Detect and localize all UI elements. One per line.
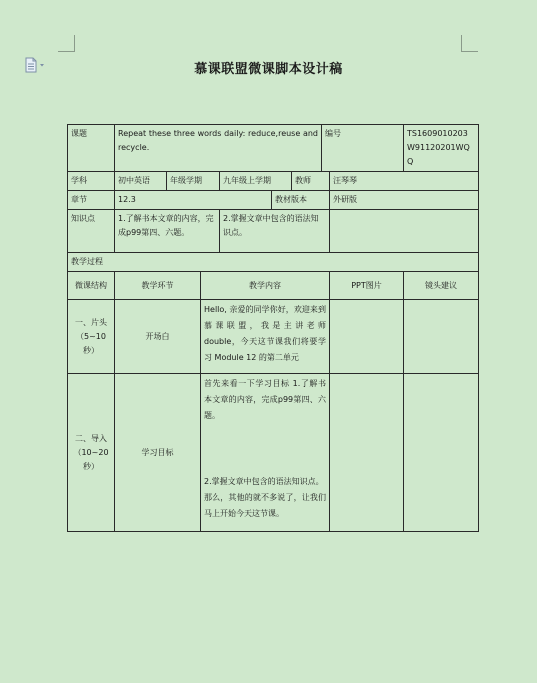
lesson-script-table	[67, 124, 479, 532]
section-2-content-goal-1: 首先来看一下学习目标 1.了解书本文章的内容，完成p99第四、六题。	[204, 379, 326, 420]
section-2-content-goal-2: 2.掌握文章中包含的语法知识点。	[204, 477, 324, 486]
grade-value: 九年级上学期	[220, 172, 292, 191]
teacher-label: 教师	[292, 172, 330, 191]
code-label: 编号	[322, 125, 404, 172]
knowledge-empty-cell	[330, 210, 479, 253]
table-row-headers	[68, 272, 479, 300]
table-row-process	[68, 253, 479, 272]
header-ppt: PPT图片	[330, 272, 404, 300]
table-row-chapter	[68, 191, 479, 210]
section-2-camera	[404, 374, 479, 532]
page-corner-mark-top-left	[58, 35, 75, 52]
section-1-structure: 一、片头（5~10秒）	[68, 300, 115, 374]
table-row-knowledge	[68, 210, 479, 253]
code-value: TS1609010203W91120201WQQ	[404, 125, 479, 172]
chapter-value: 12.3	[115, 191, 272, 210]
section-2-ppt	[330, 374, 404, 532]
chapter-label: 章节	[68, 191, 115, 210]
section-1-ppt	[330, 300, 404, 374]
subject-label: 学科	[68, 172, 115, 191]
section-1-step: 开场白	[115, 300, 201, 374]
section-1-camera	[404, 300, 479, 374]
process-label: 教学过程	[68, 253, 479, 272]
subject-value: 初中英语	[115, 172, 167, 191]
page-title: 慕课联盟微课脚本设计稿	[194, 62, 343, 77]
course-label: 课题	[68, 125, 115, 172]
teacher-value: 汪琴琴	[330, 172, 479, 191]
section-2-structure: 二、导入（10~20秒）	[68, 374, 115, 532]
header-step: 教学环节	[115, 272, 201, 300]
table-row-course	[68, 125, 479, 172]
table-row-subject	[68, 172, 479, 191]
section-2-content	[201, 374, 330, 532]
table-row-section-1	[68, 300, 479, 374]
page-corner-mark-top-right	[461, 35, 478, 52]
grade-label: 年级学期	[167, 172, 220, 191]
header-structure: 微课结构	[68, 272, 115, 300]
section-2-step: 学习目标	[115, 374, 201, 532]
knowledge-point-1: 1.了解书本文章的内容，完成p99第四、六题。	[115, 210, 220, 253]
header-content: 教学内容	[201, 272, 330, 300]
knowledge-point-2: 2.掌握文章中包含的语法知识点。	[220, 210, 330, 253]
course-value: Repeat these three words daily: reduce,reuse and recycle.	[115, 125, 322, 172]
section-2-content-spacer	[204, 424, 326, 474]
knowledge-label: 知识点	[68, 210, 115, 253]
table-row-section-2	[68, 374, 479, 532]
section-1-content: Hello, 亲爱的同学你好，欢迎来到慕课联盟，我是主讲老师double，今天这节课我们将要学习 Module 12 的第二单元	[201, 300, 330, 374]
section-2-content-closing: 那么，其他的就不多说了，让我们马上开始今天这节课。	[204, 493, 326, 518]
edition-label: 教材版本	[272, 191, 330, 210]
header-camera: 镜头建议	[404, 272, 479, 300]
edition-value: 外研版	[330, 191, 479, 210]
